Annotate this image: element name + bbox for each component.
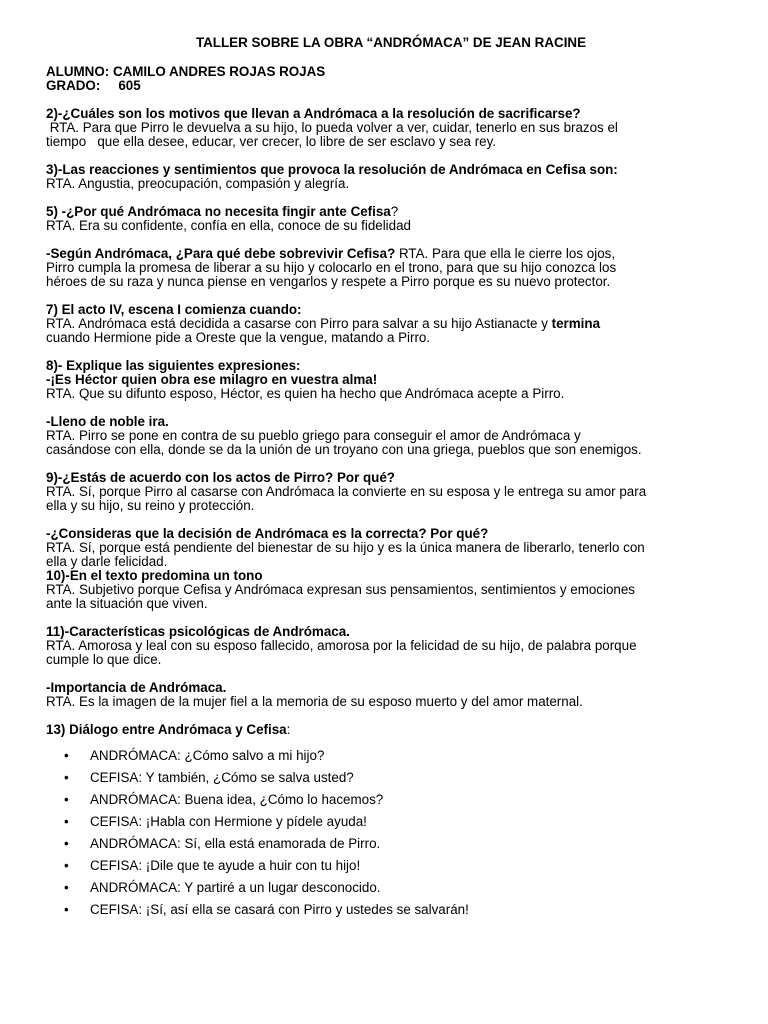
bullet-icon: • [64,902,69,917]
question-sobrevivir [46,247,736,289]
dialogue-text: ANDRÓMACA: ¿Cómo salvo a mi hijo? [90,748,325,763]
question-decision-answer-2: ella y darle felicidad. [46,554,168,569]
question-9-answer-2: ella y su hijo, su reino y protección. [46,498,255,513]
student-grade [46,79,736,93]
grade-value: 605 [118,78,141,93]
question-3-text: 3)-Las reacciones y sentimientos que provoca la resolución de Andrómaca en Cefisa son: [46,162,618,177]
dialogue-line [46,855,736,877]
bullet-icon: • [64,858,69,873]
question-sobrevivir-text: -Según Andrómaca, ¿Para qué debe sobrevivir Cefisa? [46,246,396,261]
bullet-icon: • [64,770,69,785]
question-7-text: 7) El acto IV, escena I comienza cuando: [46,302,302,317]
question-13-text [46,723,736,737]
question-11-answer-2: cumple lo que dice. [46,652,162,667]
question-11-answer-1: RTA. Amorosa y leal con su esposo fallecido, amorosa por la felicidad de su hijo, de palabra porque [46,638,637,653]
question-11 [46,625,736,667]
dialogue-line [46,789,736,811]
question-10-answer-2: ante la situación que viven. [46,596,208,611]
document-page [46,36,736,921]
question-3-answer: RTA. Angustia, preocupación, compasión y alegría. [46,176,350,191]
question-8-expression-2-answer-1: RTA. Pirro se pone en contra de su pueblo griego para conseguir el amor de Andrómaca y [46,428,581,443]
question-9-answer-1: RTA. Sí, porque Pirro al casarse con Andrómaca la convierte en su esposa y le entrega su amor para [46,484,647,499]
dialogue-line [46,899,736,921]
dialogue-line [46,833,736,855]
question-5-bold: 5) -¿Por qué Andrómaca no necesita fingir ante Cefisa [46,204,391,219]
student-name: ALUMNO: CAMILO ANDRES ROJAS ROJAS [46,64,326,79]
question-13 [46,723,736,921]
question-2 [46,107,736,149]
dialogue-text: CEFISA: Y también, ¿Cómo se salva usted? [90,770,354,785]
question-5-text [46,205,736,219]
question-7-answer-1: RTA. Andrómaca está decidida a casarse con Pirro para salvar a su hijo Astianacte y [46,316,552,331]
question-importancia [46,681,736,709]
dialogue-line [46,877,736,899]
question-10-text: 10)-En el texto predomina un tono [46,568,263,583]
question-5-answer: RTA. Era su confidente, confía en ella, conoce de su fidelidad [46,218,411,233]
question-7-answer-line-1 [46,317,736,331]
question-7-answer-bold: termina [551,316,601,331]
grade-label: GRADO: [46,78,101,93]
question-2-answer-line-2: tiempo que ella desee, educar, ver crecer, lo libre de ser esclavo y sea rey. [46,134,497,149]
question-5-tail: ? [390,204,399,219]
bullet-icon: • [64,814,69,829]
question-importancia-text: -Importancia de Andrómaca. [46,680,227,695]
question-decision [46,527,736,569]
question-8-expression-2-block [46,415,736,457]
bullet-icon: • [64,880,69,895]
dialogue-list [46,745,736,921]
dialogue-text: CEFISA: ¡Habla con Hermione y pídele ayuda! [90,814,367,829]
bullet-icon: • [64,748,69,763]
dialogue-text: ANDRÓMACA: Sí, ella está enamorada de Pirro. [90,836,381,851]
question-9 [46,471,736,513]
question-7-answer-2: cuando Hermione pide a Oreste que la vengue, matando a Pirro. [46,330,431,345]
bullet-icon: • [64,792,69,807]
question-sobrevivir-answer-3: héroes de su raza y nunca piense en vengarlos y respete a Pirro porque es su nuevo protector. [46,274,611,289]
question-8-expression-2: -Lleno de noble ira. [46,414,169,429]
question-2-answer-line-1: RTA. Para que Pirro le devuelva a su hijo, lo pueda volver a ver, cuidar, tenerlo en sus brazos el [46,120,618,135]
dialogue-text: ANDRÓMACA: Y partiré a un lugar desconocido. [90,880,381,895]
question-10 [46,569,736,611]
dialogue-line [46,745,736,767]
question-3 [46,163,736,191]
document-title: TALLER SOBRE LA OBRA “ANDRÓMACA” DE JEAN RACINE [195,35,587,50]
question-sobrevivir-line-1 [46,247,736,261]
dialogue-line [46,767,736,789]
question-sobrevivir-answer-1: RTA. Para que ella le cierre los ojos, [395,246,616,261]
question-importancia-answer: RTA. Es la imagen de la mujer fiel a la memoria de su esposo muerto y del amor maternal. [46,694,583,709]
question-11-text: 11)-Características psicológicas de Andrómaca. [46,624,350,639]
question-13-bold: 13) Diálogo entre Andrómaca y Cefisa [46,722,287,737]
question-8-expression-2-answer-2: casándose con ella, donde se da la unión de un troyano con una griega, pueblos que son enemigos. [46,442,642,457]
question-5 [46,205,736,233]
question-sobrevivir-answer-2: Pirro cumpla la promesa de liberar a su hijo y colocarlo en el trono, para que su hijo conozca los [46,260,617,275]
question-8-text: 8)- Explique las siguientes expresiones: [46,358,301,373]
dialogue-text: CEFISA: ¡Dile que te ayude a huir con tu hijo! [90,858,361,873]
question-7 [46,303,736,345]
question-13-tail: : [286,722,291,737]
bullet-icon: • [64,836,69,851]
question-8 [46,359,736,401]
question-decision-answer-1: RTA. Sí, porque está pendiente del bienestar de su hijo y es la única manera de liberarlo, tenerlo con [46,540,645,555]
question-2-text: 2)-¿Cuáles son los motivos que llevan a Andrómaca a la resolución de sacrificarse? [46,106,581,121]
question-10-answer-1: RTA. Subjetivo porque Cefisa y Andrómaca expresan sus pensamientos, sentimientos y emociones [46,582,635,597]
question-9-text: 9)-¿Estás de acuerdo con los actos de Pirro? Por qué? [46,470,395,485]
dialogue-line [46,811,736,833]
question-decision-text: -¿Consideras que la decisión de Andrómaca es la correcta? Por qué? [46,526,489,541]
question-8-expression-1-answer: RTA. Que su difunto esposo, Héctor, es quien ha hecho que Andrómaca acepte a Pirro. [46,386,565,401]
student-info [46,65,736,93]
dialogue-text: CEFISA: ¡Sí, así ella se casará con Pirro y ustedes se salvarán! [90,902,469,917]
dialogue-text: ANDRÓMACA: Buena idea, ¿Cómo lo hacemos? [90,792,384,807]
question-8-expression-1: -¡Es Héctor quien obra ese milagro en vuestra alma! [46,372,378,387]
